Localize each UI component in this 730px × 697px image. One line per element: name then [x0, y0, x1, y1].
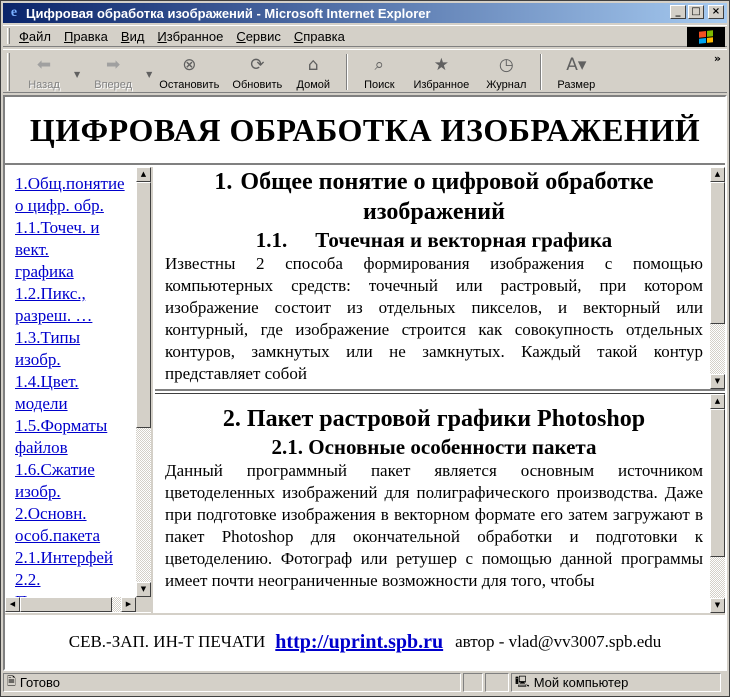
site-title: ЦИФРОВАЯ ОБРАБОТКА ИЗОБРАЖЕНИЙ	[29, 111, 701, 148]
nav-frame	[5, 167, 153, 613]
text-size-button[interactable]: A▾ Размер	[557, 55, 596, 91]
favorites-button[interactable]: ★ Избранное	[413, 55, 470, 91]
scroll-down-arrow-icon[interactable]: ▼	[136, 582, 151, 597]
windows-logo-icon	[687, 27, 725, 47]
bottom-frame-scroll-thumb[interactable]	[710, 409, 725, 557]
status-text: Готово	[19, 675, 61, 690]
footer-frame	[5, 613, 725, 669]
stop-button[interactable]: ⊗ Остановить	[159, 55, 220, 91]
nav-vertical-scrollbar[interactable]	[136, 167, 151, 597]
nav-link[interactable]: 1.3.Типы	[15, 328, 81, 347]
title-bar[interactable]	[3, 3, 727, 23]
section-1-1-heading: 1.1. Точечная и векторная графика	[255, 228, 613, 252]
menu-edit[interactable]: Правка	[63, 28, 108, 44]
minimize-button[interactable]: _	[670, 5, 686, 19]
favorites-icon: ★	[433, 55, 449, 75]
content-frame-top	[155, 167, 725, 391]
close-button[interactable]: ×	[708, 5, 724, 19]
nav-link[interactable]: 1.4.Цвет.	[15, 372, 79, 391]
refresh-button[interactable]: ⟳ Обновить	[232, 55, 283, 91]
toolbar-separator	[540, 54, 542, 90]
top-frame-scrollbar[interactable]	[710, 167, 725, 389]
home-icon: ⌂	[307, 55, 319, 75]
section-1-paragraph: Известны 2 способа формирования изображения с помощью компьютерных средств: точечный или растровый, при котором изображение состоит из отдельных пикселов, и векторный или контурный, где изображение строится как совокупность отдельных контуров, замкнутых или не замкнутых. Каждый такой контур представляет собой	[165, 254, 703, 383]
nav-link[interactable]: 1.Общ.понятие	[15, 174, 125, 193]
status-bar	[3, 673, 727, 694]
scroll-down-arrow-icon[interactable]: ▼	[710, 374, 725, 389]
status-panel	[463, 673, 483, 692]
status-panel	[485, 673, 509, 692]
nav-link[interactable]: о цифр. обр.	[15, 196, 104, 215]
status-text-panel	[3, 673, 461, 692]
nav-link[interactable]: 2.2.	[15, 570, 41, 589]
section-1	[165, 167, 703, 385]
text-size-icon: A▾	[566, 55, 587, 75]
standard-toolbar	[3, 49, 727, 93]
search-button[interactable]: ⌕ Поиск	[364, 55, 395, 91]
scroll-left-arrow-icon[interactable]: ◀	[5, 597, 20, 612]
nav-link[interactable]: 2.Основн.	[15, 504, 87, 523]
footer-organization: СЕВ.-ЗАП. ИН-Т ПЕЧАТИ	[68, 632, 266, 651]
history-button[interactable]: ◷ Журнал	[486, 55, 527, 91]
nav-link[interactable]: особ.пакета	[15, 526, 101, 545]
nav-link[interactable]: разреш. …	[15, 306, 93, 325]
footer-site-link[interactable]: http://uprint.spb.ru	[275, 630, 444, 653]
nav-link[interactable]: модели	[15, 394, 68, 413]
nav-link[interactable]: файлов	[15, 438, 68, 457]
menu-view[interactable]: Вид	[120, 28, 145, 44]
nav-hscroll-thumb[interactable]	[20, 597, 112, 612]
nav-horizontal-scrollbar[interactable]	[5, 597, 136, 612]
page-content	[3, 95, 727, 671]
forward-button[interactable]: ➡ Вперед	[94, 55, 133, 91]
forward-arrow-icon: ➡	[106, 55, 121, 75]
nav-link[interactable]: вект.	[15, 240, 49, 259]
scroll-down-arrow-icon[interactable]: ▼	[710, 598, 725, 613]
back-dropdown-icon[interactable]: ▼	[74, 70, 81, 79]
security-zone-panel	[511, 673, 721, 692]
toolbar-grip[interactable]	[7, 53, 10, 91]
menu-tools[interactable]: Сервис	[236, 28, 281, 44]
toolbar-separator	[346, 54, 348, 90]
footer-author: автор - vlad@vv3007.spb.edu	[455, 632, 662, 651]
forward-dropdown-icon[interactable]: ▼	[146, 70, 153, 79]
section-1-heading: 1. Общее понятие о цифровой обработке изображений	[214, 169, 654, 225]
nav-links	[15, 173, 139, 613]
nav-link[interactable]: 2.1.Интерфей	[15, 548, 114, 567]
menu-file[interactable]: Файл	[19, 28, 51, 44]
window-controls	[670, 5, 724, 19]
back-button[interactable]: ⬅ Назад	[28, 55, 60, 91]
home-button[interactable]: ⌂ Домой	[296, 55, 331, 91]
scroll-up-arrow-icon[interactable]: ▲	[710, 167, 725, 182]
header-frame	[5, 97, 725, 165]
section-2-1-heading: 2.1. Основные особенности пакета	[271, 435, 597, 459]
nav-link[interactable]: изобр.	[15, 350, 61, 369]
page-done-icon: 🗎	[7, 675, 16, 688]
toolbar-overflow-icon[interactable]: »	[713, 52, 721, 65]
nav-link[interactable]: 1.1.Точеч. и	[15, 218, 100, 237]
section-2-heading: 2. Пакет растровой графики Photoshop	[222, 406, 646, 432]
nav-link[interactable]: 1.6.Сжатие	[15, 460, 95, 479]
content-frame-bottom	[155, 393, 725, 613]
scroll-up-arrow-icon[interactable]: ▲	[710, 394, 725, 409]
scroll-right-arrow-icon[interactable]: ▶	[121, 597, 136, 612]
nav-link[interactable]: изобр.	[15, 482, 61, 501]
menu-favorites[interactable]: Избранное	[157, 28, 224, 44]
nav-link[interactable]: 1.2.Пикс.,	[15, 284, 86, 303]
maximize-button[interactable]: □	[688, 5, 704, 19]
security-zone-text: Мой компьютер	[533, 675, 629, 690]
stop-icon: ⊗	[182, 55, 197, 75]
bottom-frame-scrollbar[interactable]	[710, 394, 725, 613]
ie-logo-icon: e	[10, 5, 18, 20]
nav-link[interactable]: графика	[15, 262, 74, 281]
section-2	[165, 404, 703, 592]
top-frame-scroll-thumb[interactable]	[710, 182, 725, 324]
search-icon: ⌕	[374, 55, 385, 75]
refresh-icon: ⟳	[250, 55, 265, 75]
menu-grip[interactable]	[7, 28, 10, 44]
menu-bar	[3, 25, 727, 47]
window-title: Цифровая обработка изображений - Microsoft Internet Explorer	[26, 5, 431, 21]
nav-scroll-thumb[interactable]	[136, 182, 151, 428]
history-icon: ◷	[498, 55, 514, 75]
section-2-paragraph: Данный программный пакет является основным источником цветоделенных изображений для полиграфического производства. Даже при подготовке изображения в векторном формате его затем загружают в пакет Photoshop для окончательной обработки и подготовки к цветоделению. Фотограф или ретушер с помощью данной программы имеет почти неограниченные возможности для того, чтобы	[165, 461, 703, 590]
scrollbar-corner	[136, 597, 151, 612]
scroll-up-arrow-icon[interactable]: ▲	[136, 167, 151, 182]
nav-link[interactable]: 1.5.Форматы	[15, 416, 108, 435]
menu-help[interactable]: Справка	[293, 28, 345, 44]
back-arrow-icon: ⬅	[36, 55, 52, 75]
my-computer-icon: 🖳	[515, 675, 530, 688]
